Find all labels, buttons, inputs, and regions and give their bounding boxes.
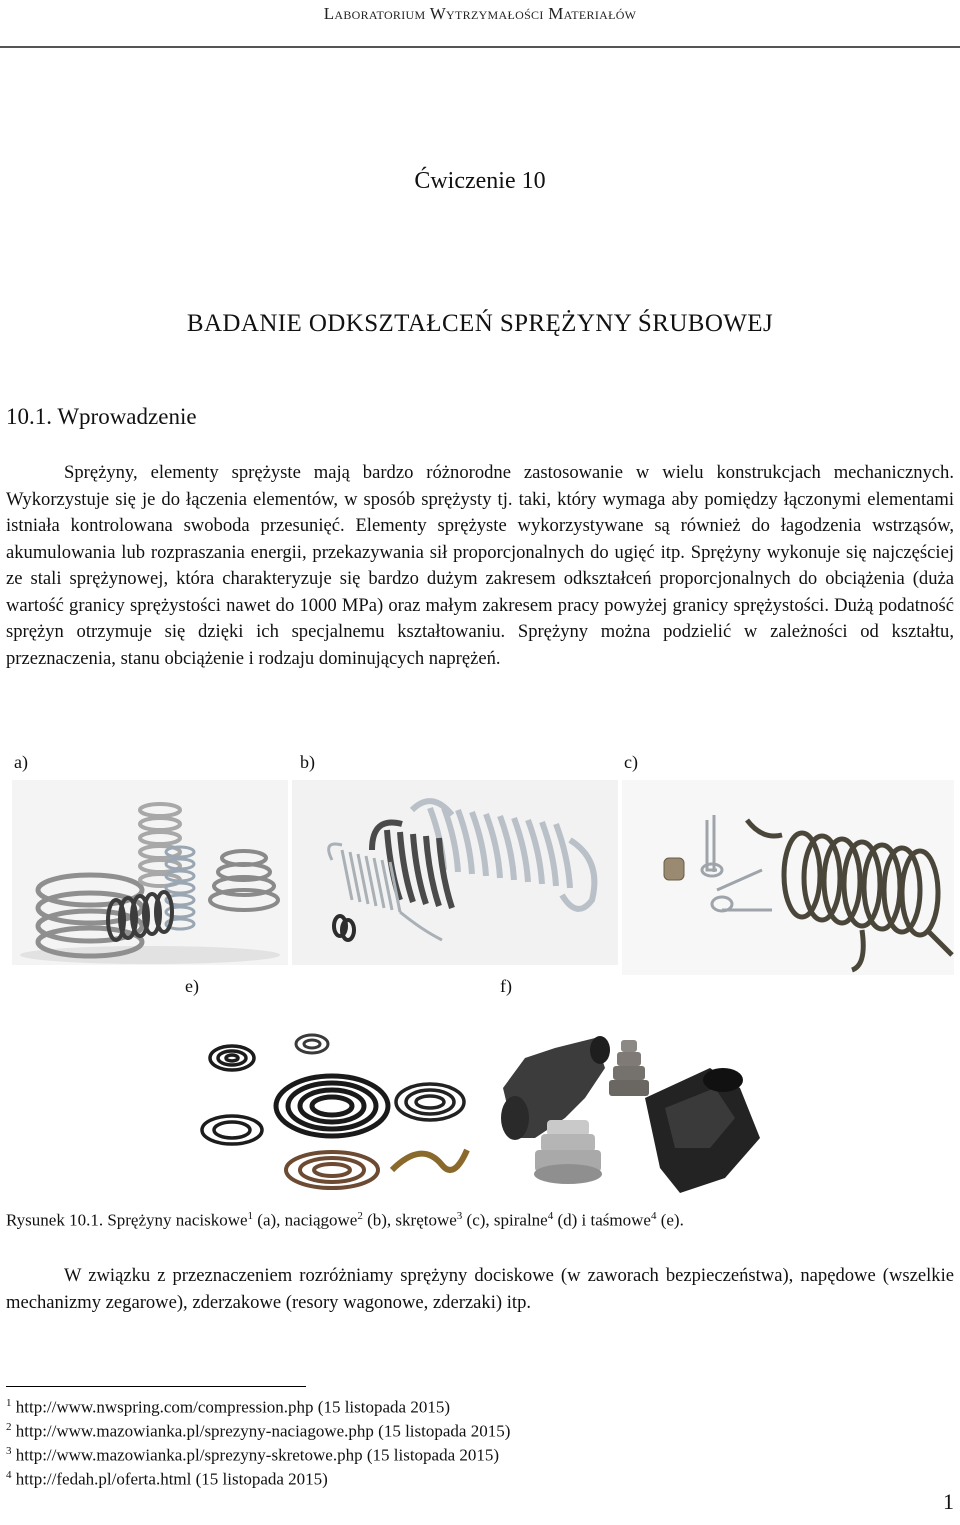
caption-part-3: (b), skrętowe	[362, 1210, 457, 1230]
caption-footnote-ref-5: 4	[650, 1210, 657, 1222]
intro-paragraph	[6, 460, 954, 672]
spiral-springs-image	[192, 1020, 490, 1196]
footnote-4-number: 4	[6, 1469, 12, 1481]
footnote-4-link[interactable]: http://fedah.pl/oferta.html (15 listopada 2015)	[11, 1469, 328, 1489]
caption-part-6: (e).	[656, 1210, 684, 1230]
footnote-3-link[interactable]: http://www.mazowianka.pl/sprezyny-skretowe.php (15 listopada 2015)	[11, 1445, 500, 1465]
figure-label-a: a)	[14, 752, 28, 772]
classification-paragraph	[6, 1262, 954, 1316]
page-number: 1	[943, 1489, 954, 1514]
caption-part-4: (c), spiralne	[462, 1210, 548, 1230]
caption-footnote-ref-4: 4	[547, 1210, 554, 1222]
caption-part-2: (a), naciągowe	[253, 1210, 358, 1230]
torsion-springs-image	[622, 780, 954, 975]
figure-label-f: f)	[500, 976, 512, 996]
footnote-divider	[6, 1386, 306, 1387]
footnote-1	[6, 1397, 450, 1418]
caption-part-5: (d) i taśmowe	[553, 1210, 651, 1230]
header-divider	[0, 46, 960, 48]
compression-springs-image	[12, 780, 288, 965]
footnote-1-number: 1	[6, 1397, 12, 1409]
footnote-2	[6, 1421, 510, 1442]
page-title: BADANIE ODKSZTAŁCEŃ SPRĘŻYNY ŚRUBOWEJ	[186, 310, 774, 337]
tension-springs-image	[292, 780, 618, 965]
figure-caption	[6, 1210, 684, 1231]
footnote-3	[6, 1445, 499, 1466]
running-header: Laboratorium Wytrzymałości Materiałów	[323, 4, 637, 23]
footnote-2-number: 2	[6, 1421, 12, 1433]
caption-footnote-ref-1: 1	[247, 1210, 254, 1222]
figure-label-c: c)	[624, 752, 638, 772]
caption-footnote-ref-2: 2	[357, 1210, 363, 1222]
caption-prefix: Rysunek 10.1. Sprężyny naciskowe	[6, 1210, 248, 1230]
intro-paragraph-text: Sprężyny, elementy sprężyste mają bardzo różnorodne zastosowanie w wielu konstrukcjach mechanicznych. Wykorzystuje się je do łączenia elementów, w sposób sprężysty tj. taki, który wymaga aby pomiędzy łączonymi elementami istniała kontrolowana swoboda przesunięć. Elementy sprężyste wykorzystywane są również do łagodzenia wstrząsów, akumulowania lub rozpraszania energii, przekazywania sił proporcjonalnych do ugięć itp. Sprężyny wykonuje się najczęściej ze stali sprężynowej, która charakteryzuje się bardzo dużym zakresem odkształceń proporcjonalnych do obciążenia (duża wartość granicy sprężystości nawet do 1000 MPa) oraz małym zakresem pracy powyżej granicy sprężystości. Dużą podatność sprężyn otrzymuje się dzięki ich specjalnemu kształtowaniu. Sprężyny można podzielić w zależności od kształtu, przeznaczenia, stanu obciążenie i rodzaju dominujących naprężeń.	[6, 462, 954, 669]
footnote-1-link[interactable]: http://www.nwspring.com/compression.php (15 listopada 2015)	[11, 1397, 450, 1417]
exercise-title: Ćwiczenie 10	[414, 168, 546, 194]
caption-footnote-ref-3: 3	[456, 1210, 463, 1222]
footnote-2-link[interactable]: http://www.mazowianka.pl/sprezyny-naciagowe.php (15 listopada 2015)	[11, 1421, 511, 1441]
volute-springs-image	[495, 1028, 770, 1200]
figure-label-b: b)	[300, 752, 315, 772]
figure-label-e: e)	[185, 976, 199, 996]
footnote-3-number: 3	[6, 1445, 12, 1457]
classification-paragraph-text: W związku z przeznaczeniem rozróżniamy sprężyny dociskowe (w zaworach bezpieczeństwa), napędowe (wszelkie mechanizmy zegarowe), zderzakowe (resory wagonowe, zderzaki) itp.	[6, 1265, 954, 1313]
section-heading: 10.1. Wprowadzenie	[6, 404, 197, 429]
footnote-4	[6, 1469, 328, 1490]
